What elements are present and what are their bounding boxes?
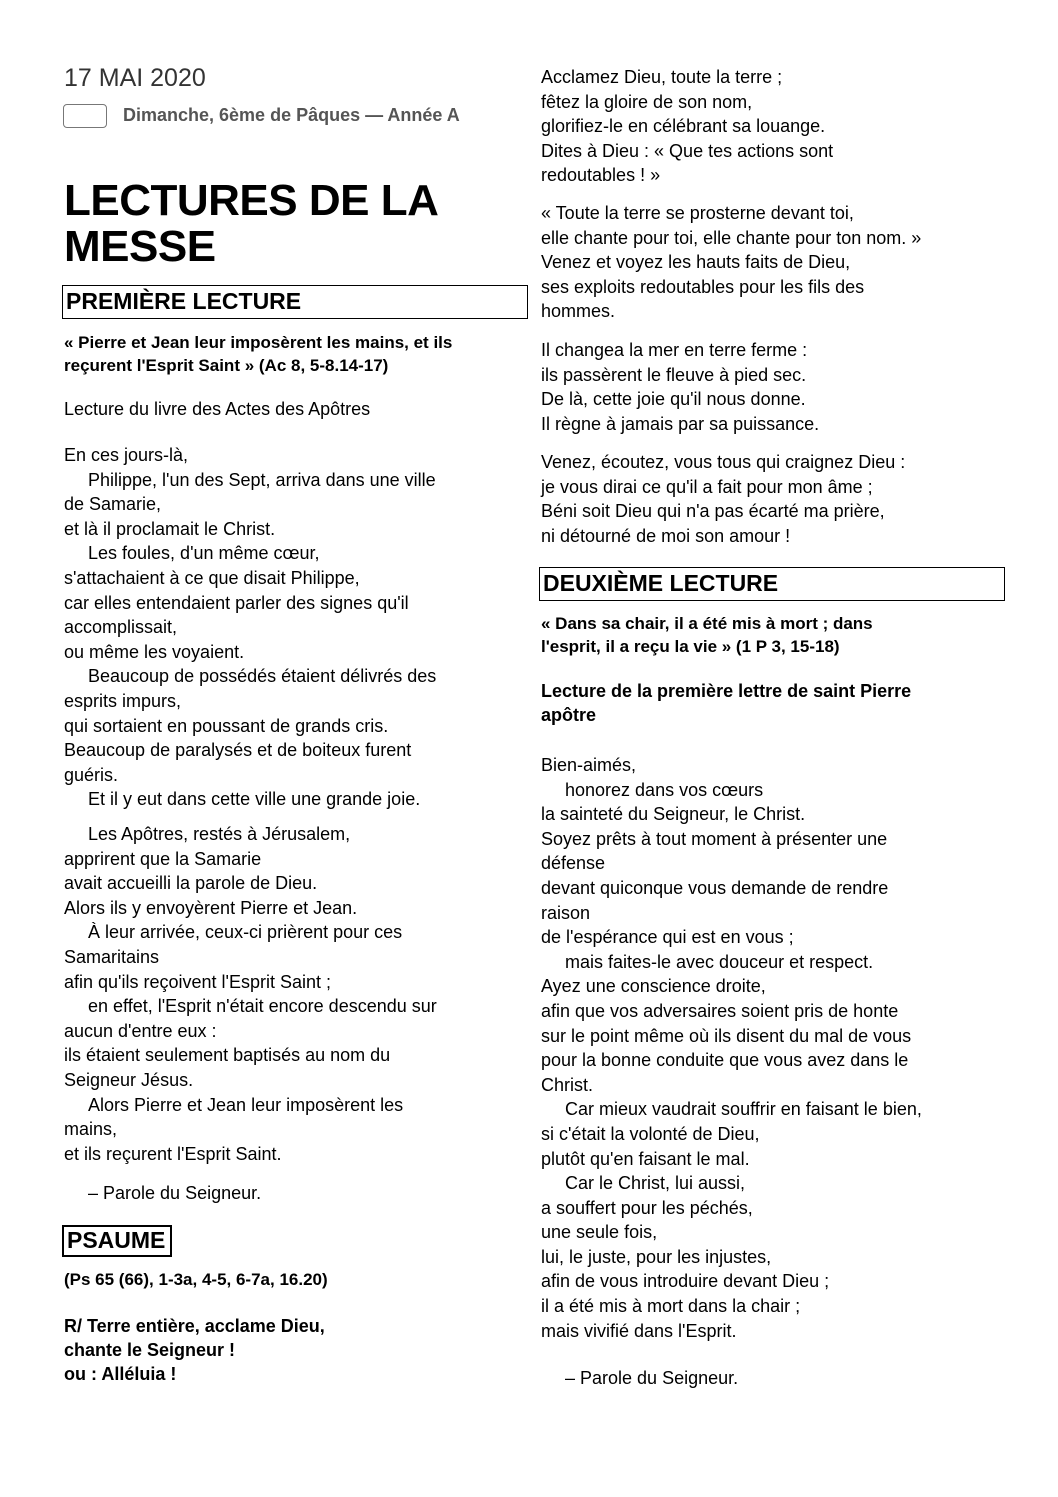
stanza-line: Il règne à jamais par sa puissance. bbox=[541, 413, 820, 434]
stanza-line: Il changea la mer en terre ferme : bbox=[541, 340, 808, 360]
page-title-line: LECTURES DE LA bbox=[64, 176, 439, 225]
text-line: et là il proclamait le Christ. bbox=[64, 518, 276, 539]
psalm-stanza-4 bbox=[541, 450, 905, 548]
text-line: Philippe, l'un des Sept, arriva dans une ville bbox=[88, 469, 436, 490]
stanza-line: redoutables ! » bbox=[541, 165, 661, 186]
stanza-line: Venez et voyez les hauts faits de Dieu, bbox=[541, 252, 851, 273]
subtitle-line: l'esprit, il a reçu la vie » (1 P 3, 15-18) bbox=[541, 637, 840, 656]
text-line: Les foules, d'un même cœur, bbox=[88, 543, 320, 564]
psalm-heading: PSAUME bbox=[62, 1225, 172, 1257]
text-line: défense bbox=[541, 853, 606, 874]
stanza-line: elle chante pour toi, elle chante pour ton nom. » bbox=[541, 227, 922, 248]
text-line: En ces jours-là, bbox=[64, 445, 189, 465]
text-line: pour la bonne conduite que vous avez dans le bbox=[541, 1050, 909, 1071]
refrain-line: R/ Terre entière, acclame Dieu, bbox=[64, 1316, 325, 1336]
first-reading-closing: – Parole du Seigneur. bbox=[88, 1183, 262, 1203]
text-line: mains, bbox=[64, 1119, 118, 1140]
psalm-stanza-3 bbox=[541, 338, 819, 436]
psalm-stanza-1 bbox=[541, 65, 833, 188]
stanza-line: Béni soit Dieu qui n'a pas écarté ma prière, bbox=[541, 501, 885, 522]
psalm-stanza-2 bbox=[541, 201, 921, 324]
text-line: car elles entendaient parler des signes qu'il bbox=[64, 592, 409, 613]
text-line: si c'était la volonté de Dieu, bbox=[541, 1123, 760, 1144]
text-line: raison bbox=[541, 902, 591, 923]
text-line: sur le point même où ils disent du mal de vous bbox=[541, 1025, 912, 1046]
intro-line: Lecture de la première lettre de saint Pierre bbox=[541, 681, 912, 701]
text-line: Beaucoup de possédés étaient délivrés des bbox=[88, 666, 437, 687]
text-line: et ils reçurent l'Esprit Saint. bbox=[64, 1143, 282, 1164]
text-line: qui sortaient en poussant de grands cris. bbox=[64, 715, 389, 736]
text-line: mais faites-le avec douceur et respect. bbox=[565, 951, 874, 972]
stanza-line: je vous dirai ce qu'il a fait pour mon âme ; bbox=[541, 476, 873, 497]
text-line: afin de vous introduire devant Dieu ; bbox=[541, 1271, 830, 1292]
text-line: Ayez une conscience droite, bbox=[541, 976, 766, 997]
psalm-refrain bbox=[64, 1314, 325, 1386]
stanza-line: Dites à Dieu : « Que tes actions sont bbox=[541, 140, 834, 161]
stanza-line: Acclamez Dieu, toute la terre ; bbox=[541, 67, 783, 87]
text-line: honorez dans vos cœurs bbox=[565, 779, 764, 800]
refrain-line: ou : Alléluia ! bbox=[64, 1364, 177, 1384]
stanza-line: ils passèrent le fleuve à pied sec. bbox=[541, 364, 807, 385]
text-line: Soyez prêts à tout moment à présenter une bbox=[541, 828, 888, 849]
second-reading-closing: – Parole du Seigneur. bbox=[565, 1368, 739, 1388]
text-line: Bien-aimés, bbox=[541, 755, 637, 775]
text-line: ou même les voyaient. bbox=[64, 641, 245, 662]
subtitle-line: « Dans sa chair, il a été mis à mort ; dans bbox=[541, 614, 873, 633]
stanza-line: ni détourné de moi son amour ! bbox=[541, 525, 791, 546]
text-line: Car mieux vaudrait souffrir en faisant le bien, bbox=[565, 1099, 922, 1120]
text-line: il a été mis à mort dans la chair ; bbox=[541, 1296, 801, 1317]
first-reading-text bbox=[64, 443, 436, 812]
subtitle-line: « Pierre et Jean leur imposèrent les mains, et ils bbox=[64, 333, 453, 352]
second-reading-intro bbox=[541, 679, 911, 727]
intro-line: apôtre bbox=[541, 705, 597, 725]
text-line: une seule fois, bbox=[541, 1222, 658, 1243]
text-line: afin que vos adversaires soient pris de honte bbox=[541, 1000, 899, 1021]
text-line: s'attachaient à ce que disait Philippe, bbox=[64, 567, 360, 588]
second-reading-heading: DEUXIÈME LECTURE bbox=[539, 567, 1005, 601]
text-line: lui, le juste, pour les injustes, bbox=[541, 1246, 772, 1267]
text-line: guéris. bbox=[64, 764, 119, 785]
refrain-line: chante le Seigneur ! bbox=[64, 1340, 236, 1360]
text-line: aucun d'entre eux : bbox=[64, 1020, 217, 1041]
text-line: ils étaient seulement baptisés au nom du bbox=[64, 1045, 391, 1066]
first-reading-text-2 bbox=[64, 822, 437, 1166]
text-line: accomplissait, bbox=[64, 617, 178, 638]
text-line: Les Apôtres, restés à Jérusalem, bbox=[88, 824, 351, 844]
text-line: mais vivifié dans l'Esprit. bbox=[541, 1320, 737, 1341]
text-line: Christ. bbox=[541, 1074, 594, 1095]
text-line: en effet, l'Esprit n'était encore descendu sur bbox=[88, 996, 437, 1017]
liturgical-occasion: Dimanche, 6ème de Pâques — Année A bbox=[123, 105, 460, 125]
page-date: 17 MAI 2020 bbox=[64, 64, 206, 92]
text-line: Alors Pierre et Jean leur imposèrent les bbox=[88, 1094, 404, 1115]
text-line: Car le Christ, lui aussi, bbox=[565, 1173, 746, 1194]
second-reading-subtitle bbox=[541, 612, 873, 658]
page-title bbox=[64, 178, 504, 270]
text-line: avait accueilli la parole de Dieu. bbox=[64, 873, 318, 894]
first-reading-intro: Lecture du livre des Actes des Apôtres bbox=[64, 399, 371, 419]
text-line: a souffert pour les péchés, bbox=[541, 1197, 753, 1218]
stanza-line: De là, cette joie qu'il nous donne. bbox=[541, 389, 806, 410]
first-reading-heading: PREMIÈRE LECTURE bbox=[62, 285, 528, 319]
stanza-line: Venez, écoutez, vous tous qui craignez Dieu : bbox=[541, 452, 906, 472]
first-reading-subtitle bbox=[64, 331, 452, 377]
text-line: la sainteté du Seigneur, le Christ. bbox=[541, 804, 806, 825]
subtitle-line: reçurent l'Esprit Saint » (Ac 8, 5-8.14-17) bbox=[64, 356, 389, 375]
text-line: Samaritains bbox=[64, 946, 160, 967]
text-line: devant quiconque vous demande de rendre bbox=[541, 877, 889, 898]
text-line: de l'espérance qui est en vous ; bbox=[541, 927, 794, 948]
stanza-line: ses exploits redoutables pour les fils des bbox=[541, 276, 865, 297]
text-line: Beaucoup de paralysés et de boiteux furent bbox=[64, 740, 412, 761]
page-title-line: MESSE bbox=[64, 222, 216, 271]
text-line: afin qu'ils reçoivent l'Esprit Saint ; bbox=[64, 971, 331, 992]
stanza-line: « Toute la terre se prosterne devant toi, bbox=[541, 203, 854, 223]
text-line: esprits impurs, bbox=[64, 690, 182, 711]
text-line: plutôt qu'en faisant le mal. bbox=[541, 1148, 750, 1169]
psalm-reference: (Ps 65 (66), 1-3a, 4-5, 6-7a, 16.20) bbox=[64, 1270, 328, 1289]
stanza-line: fêtez la gloire de son nom, bbox=[541, 91, 753, 112]
text-line: Seigneur Jésus. bbox=[64, 1069, 194, 1090]
text-line: Et il y eut dans cette ville une grande joie. bbox=[88, 789, 421, 810]
text-line: Alors ils y envoyèrent Pierre et Jean. bbox=[64, 897, 358, 918]
text-line: de Samarie, bbox=[64, 494, 162, 515]
occasion-badge-icon bbox=[63, 104, 107, 128]
text-line: apprirent que la Samarie bbox=[64, 848, 262, 869]
stanza-line: glorifiez-le en célébrant sa louange. bbox=[541, 116, 826, 137]
stanza-line: hommes. bbox=[541, 301, 616, 322]
text-line: À leur arrivée, ceux-ci prièrent pour ces bbox=[88, 922, 403, 943]
second-reading-text bbox=[541, 753, 922, 1343]
